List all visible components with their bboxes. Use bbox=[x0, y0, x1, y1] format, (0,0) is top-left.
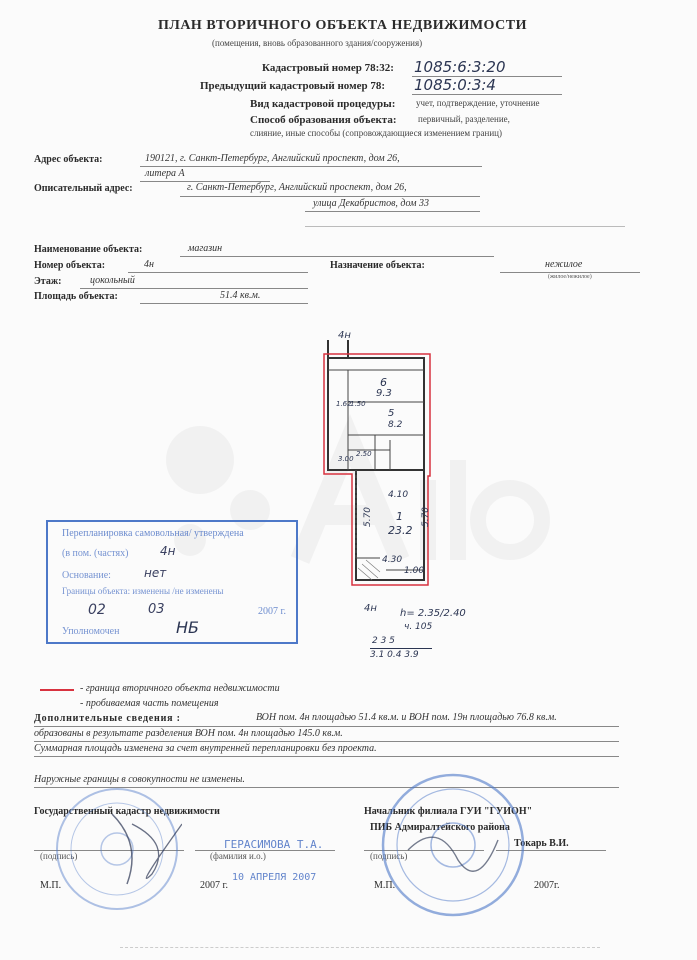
room-1-number: 1 bbox=[396, 510, 403, 523]
floor-label: Этаж: bbox=[34, 276, 62, 287]
address-label: Адрес объекта: bbox=[34, 154, 103, 165]
additional-line-3: Суммарная площадь изменена за счет внутренней перепланировки без проекта. bbox=[34, 743, 377, 754]
footer-left-date: 10 АПРЕЛЯ 2007 bbox=[232, 872, 317, 883]
stamp-signer-label: Уполномочен bbox=[62, 626, 120, 637]
stamp-date-year: 2007 г. bbox=[258, 606, 286, 617]
footer-right-org: Начальник филиала ГУИ "ГУИОН" bbox=[364, 806, 533, 817]
dim-small-1: 1.50 bbox=[350, 400, 366, 408]
legend-red-line: - граница вторичного объекта недвижимости bbox=[80, 683, 280, 694]
room-5-area: 8.2 bbox=[388, 420, 403, 430]
purpose-value: нежилое bbox=[545, 259, 583, 270]
redevelopment-stamp bbox=[46, 520, 298, 644]
dim-small-4: 1.62 bbox=[336, 400, 352, 408]
formation-value: первичный, разделение, bbox=[418, 114, 510, 124]
footer-right-year: 2007г. bbox=[534, 880, 560, 891]
object-number-value: 4н bbox=[144, 259, 154, 270]
plan-height: h= 2.35/2.40 bbox=[400, 608, 466, 619]
desc-address-label: Описательный адрес: bbox=[34, 183, 133, 194]
legend-dashed: - пробиваемая часть помещения bbox=[80, 698, 219, 709]
purpose-label: Назначение объекта: bbox=[330, 260, 425, 271]
object-number-label: Номер объекта: bbox=[34, 260, 106, 271]
dim-right: 5.70 bbox=[421, 506, 432, 528]
stamp-line-3: Границы объекта: изменены /не изменены bbox=[62, 586, 224, 596]
procedure-label: Вид кадастровой процедуры: bbox=[250, 98, 396, 110]
area-value: 51.4 кв.м. bbox=[220, 290, 261, 301]
procedure-value: учет, подтверждение, уточнение bbox=[416, 98, 540, 108]
stamp-line-1-value: 4н bbox=[160, 544, 176, 558]
plan-top-label: 4н bbox=[338, 330, 351, 341]
cadastral-number-label: Кадастровый номер 78:32: bbox=[262, 62, 394, 74]
footer-right-sign-hint: (подпись) bbox=[370, 851, 408, 861]
stamp-signature: НБ bbox=[176, 618, 200, 637]
stamp-line-2-value: нет bbox=[144, 566, 167, 580]
left-round-seal-icon bbox=[52, 784, 182, 914]
footer-left-name-hint: (фамилия и.о.) bbox=[210, 851, 266, 861]
object-name-value: магазин bbox=[188, 243, 223, 254]
purpose-hint: (жилое/нежилое) bbox=[548, 274, 592, 280]
additional-line-4: Наружные границы в совокупности не изменены. bbox=[34, 774, 245, 785]
plan-height-2: ч. 105 bbox=[404, 622, 433, 632]
page-subtitle: (помещения, вновь образованного здания/сооружения) bbox=[212, 38, 423, 48]
address-line-2: литера А bbox=[145, 168, 185, 179]
dim-small-2: 3.00 bbox=[338, 455, 354, 463]
dim-small-3: 2.50 bbox=[356, 450, 372, 458]
footer-left-sign-hint: (подпись) bbox=[40, 851, 78, 861]
area-label: Площадь объекта: bbox=[34, 291, 118, 302]
footer-right-org-2: ПИБ Адмиралтейского района bbox=[370, 822, 510, 833]
formation-value-2: слияние, иные способы (сопровождающиеся изменением границ) bbox=[250, 128, 502, 138]
dim-bottom: 4.30 bbox=[382, 555, 403, 565]
additional-line-2: образованы в результате разделения ВОН пом. 4н площадью 145.0 кв.м. bbox=[34, 728, 343, 739]
footer-right-name: Токарь В.И. bbox=[514, 838, 569, 849]
floor-plan bbox=[320, 330, 470, 630]
additional-line-1: ВОН пом. 4н площадью 51.4 кв.м. и ВОН пом. 19н площадью 76.8 кв.м. bbox=[256, 712, 557, 723]
desc-address-line-2: улица Декабристов, дом 33 bbox=[313, 198, 429, 209]
stamp-line-2-label: Основание: bbox=[62, 570, 111, 581]
object-name-label: Наименование объекта: bbox=[34, 244, 143, 255]
additional-label: Дополнительные сведения : bbox=[34, 713, 181, 724]
dim-door: 1.00 bbox=[404, 566, 425, 576]
room-6-number: 6 bbox=[380, 376, 387, 389]
plan-formula-bottom: 3.1 0.4 3.9 bbox=[370, 650, 419, 660]
address-line-1: 190121, г. Санкт-Петербург, Английский проспект, дом 26, bbox=[145, 153, 400, 164]
stamp-date-day: 02 bbox=[88, 602, 106, 618]
footer-left-mp: М.П. bbox=[40, 880, 62, 891]
desc-address-line-1: г. Санкт-Петербург, Английский проспект, дом 26, bbox=[187, 182, 407, 193]
footer-right-mp: М.П. bbox=[374, 880, 396, 891]
floor-value: цокольный bbox=[90, 275, 135, 286]
dim-top: 4.10 bbox=[388, 490, 409, 500]
prev-cadastral-value: 1085:0:3:4 bbox=[414, 76, 496, 94]
dim-left: 5.70 bbox=[363, 506, 374, 528]
room-1-area: 23.2 bbox=[388, 524, 413, 537]
stamp-title: Перепланировка самовольная/ утверждена bbox=[62, 528, 244, 539]
footer-left-org: Государственный кадастр недвижимости bbox=[34, 806, 220, 817]
room-5-number: 5 bbox=[388, 408, 395, 419]
stamp-line-1-label: (в пом. (частях) bbox=[62, 548, 129, 559]
legend-red-swatch bbox=[40, 689, 74, 691]
plan-formula-top: 2 3 5 bbox=[372, 636, 395, 646]
prev-cadastral-label: Предыдущий кадастровый номер 78: bbox=[200, 80, 385, 92]
room-6-area: 9.3 bbox=[376, 388, 392, 399]
plan-bottom-label: 4н bbox=[364, 603, 377, 614]
stamp-date-month: 03 bbox=[148, 602, 165, 617]
page-title: ПЛАН ВТОРИЧНОГО ОБЪЕКТА НЕДВИЖИМОСТИ bbox=[158, 18, 527, 33]
footer-left-stamp-name: ГЕРАСИМОВА Т.А. bbox=[224, 838, 324, 851]
footer-left-year: 2007 г. bbox=[200, 880, 228, 891]
formation-label: Способ образования объекта: bbox=[250, 114, 397, 126]
right-round-seal-icon bbox=[378, 770, 528, 920]
cadastral-number-value: 1085:6:3:20 bbox=[414, 58, 506, 76]
